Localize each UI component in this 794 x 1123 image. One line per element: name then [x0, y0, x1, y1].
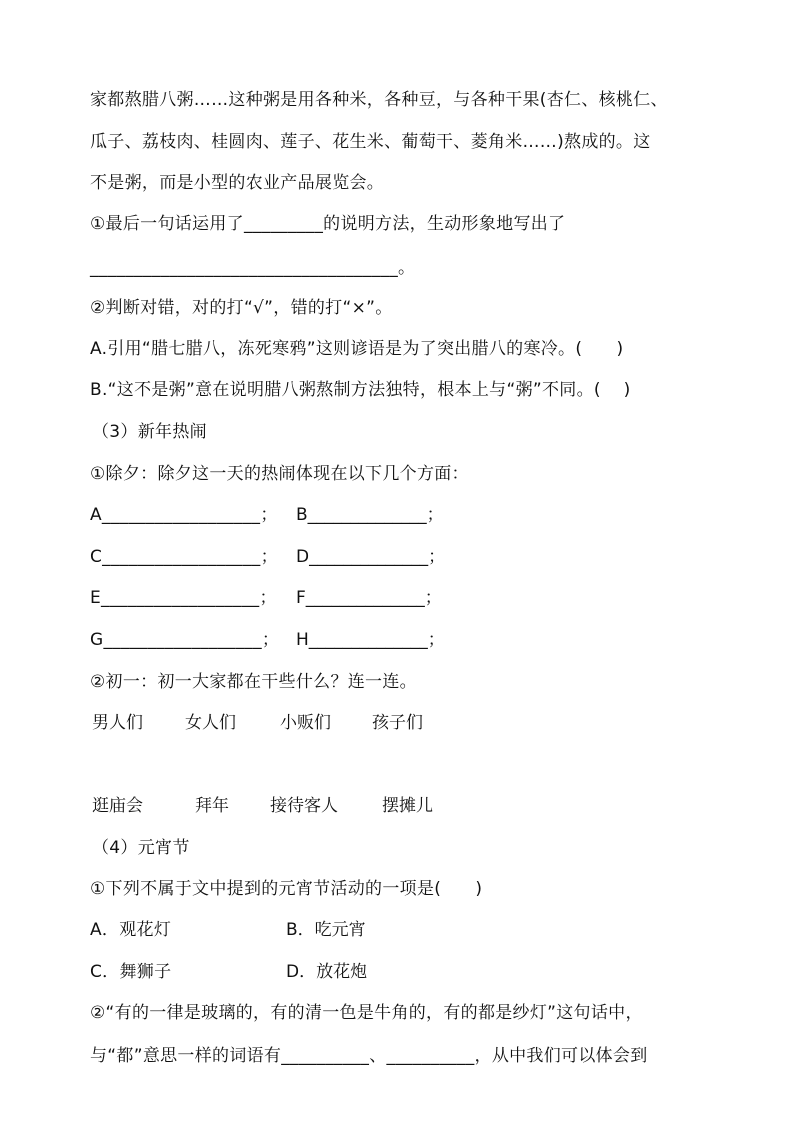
match-activity-1: 逛庙会 [92, 796, 143, 816]
q4-sub1: ①下列不属于文中提到的元宵节活动的一项是( ) [90, 879, 483, 899]
q3-title: （3）新年热闹 [92, 422, 207, 442]
q4-sub2-line2: 与“都”意思一样的词语有__________、__________，从中我们可以体会到 [90, 1046, 648, 1066]
q3-blank-f: F______________； [296, 588, 442, 608]
q3-sub2: ②初一：初一大家都在干些什么？连一连。 [90, 672, 417, 692]
q2-sub1-line1: ①最后一句话运用了_________的说明方法，生动形象地写出了 [90, 214, 566, 234]
match-person-4: 孩子们 [372, 713, 423, 733]
match-person-1: 男人们 [92, 713, 143, 733]
q4-title: （4）元宵节 [92, 838, 190, 858]
q4-option-a: A．观花灯 [90, 920, 172, 940]
passage-line-3: 不是粥，而是小型的农业产品展览会。 [90, 173, 385, 193]
q4-option-c: C．舞狮子 [90, 962, 172, 982]
q2-item-a: A.引用“腊七腊八，冻死寒鸦”这则谚语是为了突出腊八的寒冷。( ) [90, 339, 624, 359]
q3-blank-c: C__________________； [90, 547, 278, 567]
match-activity-2: 拜年 [195, 796, 229, 816]
match-activity-3: 接待客人 [270, 796, 338, 816]
q4-sub2-line1: ②“有的一律是玻璃的，有的清一色是牛角的，有的都是纱灯”这句话中， [90, 1003, 643, 1023]
q3-blank-e: E__________________； [90, 588, 277, 608]
q3-blank-g: G__________________； [90, 630, 280, 650]
match-person-2: 女人们 [185, 713, 236, 733]
q2-item-b: B.“这不是粥”意在说明腊八粥熬制方法独特，根本上与“粥”不同。( ) [90, 380, 631, 400]
q3-blank-d: D______________； [296, 547, 446, 567]
q3-sub1: ①除夕：除夕这一天的热闹体现在以下几个方面： [90, 464, 469, 484]
q3-blank-h: H______________； [296, 630, 445, 650]
q3-blank-a: A__________________； [90, 505, 278, 525]
q4-option-d: D．放花炮 [286, 962, 368, 982]
passage-line-1: 家都熬腊八粥……这种粥是用各种米，各种豆，与各种干果(杏仁、核桃仁、 [90, 90, 668, 110]
passage-line-2: 瓜子、荔枝肉、桂圆肉、莲子、花生米、葡萄干、菱角米……)熬成的。这 [90, 132, 651, 152]
q2-sub2-title: ②判断对错，对的打“√”，错的打“×”。 [90, 298, 393, 318]
match-activity-4: 摆摊儿 [382, 796, 433, 816]
q4-option-b: B．吃元宵 [286, 920, 366, 940]
q2-sub1-answer-blank: ___________________________________。 [90, 258, 416, 278]
match-person-3: 小贩们 [280, 713, 331, 733]
q3-blank-b: B______________； [296, 505, 444, 525]
